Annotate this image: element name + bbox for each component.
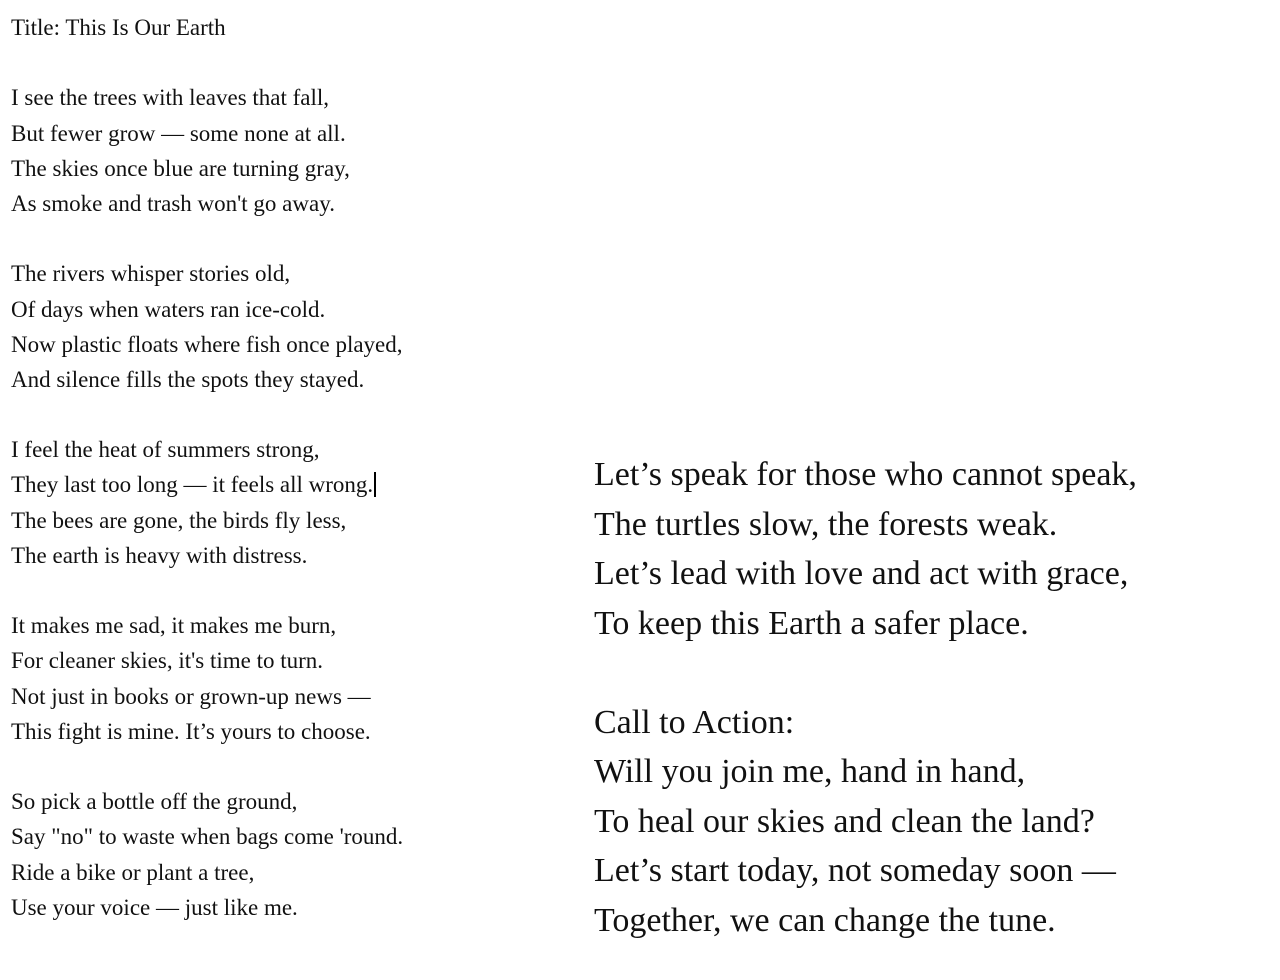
poem-line: Let’s start today, not someday soon — [594, 852, 1116, 889]
poem-left-column[interactable] [11, 10, 571, 925]
poem-line: The turtles slow, the forests weak. [594, 505, 1058, 543]
stanza-gap [11, 221, 571, 256]
poem-line: The rivers whisper stories old, [11, 261, 291, 287]
text-cursor [374, 472, 376, 497]
poem-line: I see the trees with leaves that fall, [11, 85, 330, 111]
poem-line: Say "no" to waste when bags come 'round. [11, 824, 404, 850]
poem-line: Not just in books or grown-up news — [11, 683, 371, 709]
poem-line: Will you join me, hand in hand, [594, 753, 1026, 790]
poem-line: So pick a bottle off the ground, [11, 789, 298, 815]
poem-line: It makes me sad, it makes me burn, [11, 613, 337, 639]
poem-line: And silence fills the spots they stayed. [11, 366, 365, 392]
poem-line: Now plastic floats where fish once played, [11, 331, 403, 357]
poem-line: Of days when waters ran ice-cold. [11, 296, 326, 322]
poem-line: The earth is heavy with distress. [11, 542, 308, 568]
stanza-gap [11, 397, 571, 432]
poem-right-column[interactable] [594, 450, 1274, 945]
stanza-gap [11, 749, 571, 784]
call-to-action-heading: Call to Action: [594, 703, 795, 741]
poem-line: The skies once blue are turning gray, [11, 155, 350, 181]
poem-line-text: They last too long — it feels all wrong. [11, 472, 374, 498]
poem-line: As smoke and trash won't go away. [11, 190, 335, 216]
stanza-gap [11, 573, 571, 608]
poem-line: This fight is mine. It’s yours to choose. [11, 718, 371, 744]
poem-line-with-caret[interactable] [11, 467, 571, 502]
poem-line: The bees are gone, the birds fly less, [11, 507, 347, 533]
poem-line: Ride a bike or plant a tree, [11, 859, 255, 885]
poem-line: I feel the heat of summers strong, [11, 437, 320, 463]
poem-line: Let’s lead with love and act with grace, [594, 555, 1129, 592]
poem-line: Together, we can change the tune. [594, 901, 1056, 939]
stanza-gap [11, 45, 571, 80]
poem-line: But fewer grow — some none at all. [11, 120, 346, 146]
poem-line: Use your voice — just like me. [11, 894, 298, 920]
poem-line: To keep this Earth a safer place. [594, 604, 1029, 642]
poem-line: Let’s speak for those who cannot speak, [594, 456, 1137, 493]
poem-line: To heal our skies and clean the land? [594, 802, 1095, 840]
poem-line: For cleaner skies, it's time to turn. [11, 648, 324, 674]
stanza-gap [594, 648, 1274, 698]
poem-title: Title: This Is Our Earth [11, 15, 226, 40]
